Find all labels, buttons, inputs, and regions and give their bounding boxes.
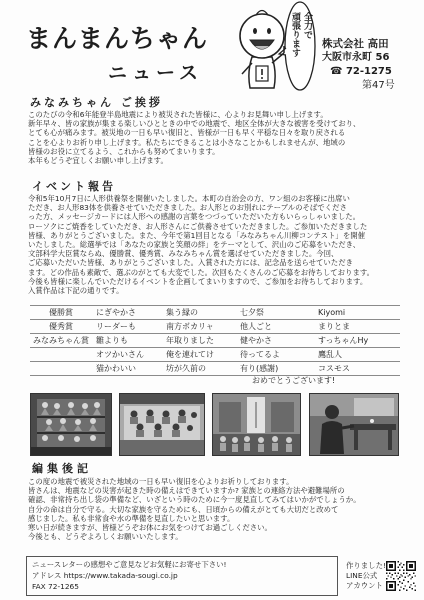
company-phone: ☎ 72-1275 <box>330 66 392 77</box>
award-author: すっちゃんHy <box>318 336 369 345</box>
award-author: 鷹乱人 <box>318 350 342 359</box>
events-line: ご応募いただいた皆様、ありがとうございました。入賞された方には、記念品を送らせていただき <box>28 258 353 268</box>
website-address: アドレス https://www.takada-sougi.co.jp <box>32 571 178 580</box>
event-photo-doll-altar <box>119 393 205 456</box>
congratulations-note: おめでとうございます! <box>252 376 336 385</box>
events-line: った方、メッセージカードには人形への感謝の言葉をつづっていただいた方もいらっしゃいました。 <box>28 212 361 222</box>
events-heading: イベント報告 <box>32 180 116 193</box>
award-label <box>30 362 92 375</box>
line-account-label: アカウント <box>346 581 383 590</box>
greeting-line: 新年早々、皆の家族が集まる楽しいひとときの中での地震で、地区全体が大きな被害を受けており、 <box>28 119 361 129</box>
events-line: いたしました。総選挙では「あなたの家族と笑顔の絆」をテーマとして、沢山のご応募をいただき、 <box>28 239 361 249</box>
award-label: 優勝賞 <box>49 308 73 317</box>
company-address: 大阪市永町 56 <box>322 52 390 63</box>
line-qr-code <box>386 561 416 591</box>
verse-part: 雛よりも <box>96 336 128 345</box>
greeting-line: 皆様のお役に立てるよう、これからも努めてまいります。 <box>28 146 220 156</box>
postscript-line: 自分の命は自分で守る。大切な家族を守るためにも、日頃からの備えがとても大切だと改めて <box>28 504 339 514</box>
verse-part: 七夕祭 <box>240 308 264 317</box>
greeting-body <box>28 110 414 165</box>
postscript-line: 確認、非常持ち出し袋の準備など、いざという時のために今一度見直してみてはいかがでしょうか。 <box>28 495 361 505</box>
postscript-heading: 編集後記 <box>32 462 92 475</box>
event-photo-scroll <box>212 393 301 456</box>
verse-part: 猫かわいい <box>96 364 136 373</box>
postscript-line: 今後とも、どうぞよろしくお願いいたします。 <box>28 532 183 542</box>
greeting-heading: みなみちゃん ご挨拶 <box>30 96 163 109</box>
verse-part: リーダーも <box>96 322 136 331</box>
postscript-line: 寒い日が続きますが、皆様どうぞお体にお気をつけてお過ごしください。 <box>28 522 272 532</box>
events-line: 今後も皆様に楽しんでいただけるイベントを企画してまいりますので、ご参加をお待ちしております。 <box>28 276 368 286</box>
verse-part: 俺を連れてけ <box>166 350 214 359</box>
postscript-line: この度の地震で被災された地域の一日も早い復旧を心よりお祈りしております。 <box>28 477 294 486</box>
greeting-line: このたびの令和6年能登半島地震により被災された皆様に、心よりお見舞い申し上げます。 <box>28 110 328 119</box>
verse-part: 待ってるよ <box>240 350 280 359</box>
fax-number: FAX 72-1265 <box>32 582 79 591</box>
company-name: 株式会社 高田 <box>322 38 389 50</box>
feedback-message: ニュースレターの感想やご意見などお気軽にお寄せ下さい! <box>32 560 227 569</box>
award-label: みなみちゃん賞 <box>33 336 89 345</box>
verse-part: 他人ごと <box>240 322 272 331</box>
events-line: ただき、お人形83体を供養させていただきました。お人形とのお別れにテーブルのそばでくださ <box>28 203 347 213</box>
events-line: 文部科学大臣賞ならぬ、優勝賞、優秀賞、みなみちゃん賞を選ばせていただきました。今回、 <box>28 249 339 259</box>
verse-part: 集う縁の <box>166 308 198 317</box>
line-account-label: LINE公式 <box>346 571 378 580</box>
postscript-line: 皆さんは、地震などの災害が起きた時の備えはできていますか? 家族との連絡方法や避難場所の <box>28 486 345 496</box>
bubble-line: 頑張ります <box>290 12 300 57</box>
award-label <box>30 348 92 361</box>
awards-table <box>30 305 400 376</box>
issue-number: 第47号 <box>362 80 395 91</box>
newsletter-subtitle: ニュース <box>108 62 204 84</box>
events-line: 皆様、ありがとうございました。また、今年で第1回目となる「みなみちゃん川柳コンテスト」を開催 <box>28 230 365 240</box>
award-author: Kiyomi <box>318 308 346 317</box>
greeting-line: 本年もどうぞ宜しくお願い申し上げます。 <box>28 155 168 165</box>
line-account-label: 作りました! <box>346 561 386 570</box>
events-line: 入賞作品は下記の通りです。 <box>28 285 124 295</box>
award-row <box>30 362 400 376</box>
award-author: まりとま <box>318 322 350 331</box>
postscript-line: 感じました。私も非常食や水の準備を見直したいと思います。 <box>28 513 235 523</box>
award-label: 優秀賞 <box>49 322 73 331</box>
events-line: ローソクにご焼香をしていただき、お人形さんにご供養させていただきました。ご参加いただきました <box>28 221 368 231</box>
award-row <box>30 320 400 334</box>
verse-part: 坊が久前の <box>166 364 206 373</box>
verse-part: オツかいさん <box>96 350 144 359</box>
events-body <box>28 194 414 295</box>
verse-part: にぎやかさ <box>96 308 136 317</box>
verse-part: 年取りました <box>166 336 214 345</box>
greeting-line: ことを心よりお祈り申し上げます。私たちにできることは小さなことかもしれませんが、地域の <box>28 137 346 147</box>
verse-part: 健やかさ <box>240 336 272 345</box>
events-line: ます。どの作品も素敵で、選ぶのがとても大変でした。次回もたくさんのご応募をお待ちしております。 <box>28 267 375 277</box>
verse-part: 有り(感謝) <box>240 364 279 373</box>
event-photo-ceremony <box>309 393 399 456</box>
award-row <box>30 306 400 320</box>
events-line: 令和5年10月7日に人形供養祭を開催いたしました。本町の自治会の方、ワン組のお客様に出席い <box>28 194 350 203</box>
greeting-line: とても心が痛みます。被災地の一日も早い復旧と、皆様が一日も早く平穏な日々を取り戻される <box>28 128 346 138</box>
award-author: コスモス <box>318 364 350 373</box>
event-photo-doll-display <box>30 393 112 456</box>
award-row <box>30 348 400 362</box>
award-row <box>30 334 400 348</box>
bubble-line: 全力で <box>302 12 312 39</box>
newsletter-title: まんまんちゃん <box>26 24 209 53</box>
postscript-body <box>28 477 414 541</box>
verse-part: 南方ボカリャ <box>166 322 214 331</box>
mascot-speech-bubble <box>287 12 313 84</box>
